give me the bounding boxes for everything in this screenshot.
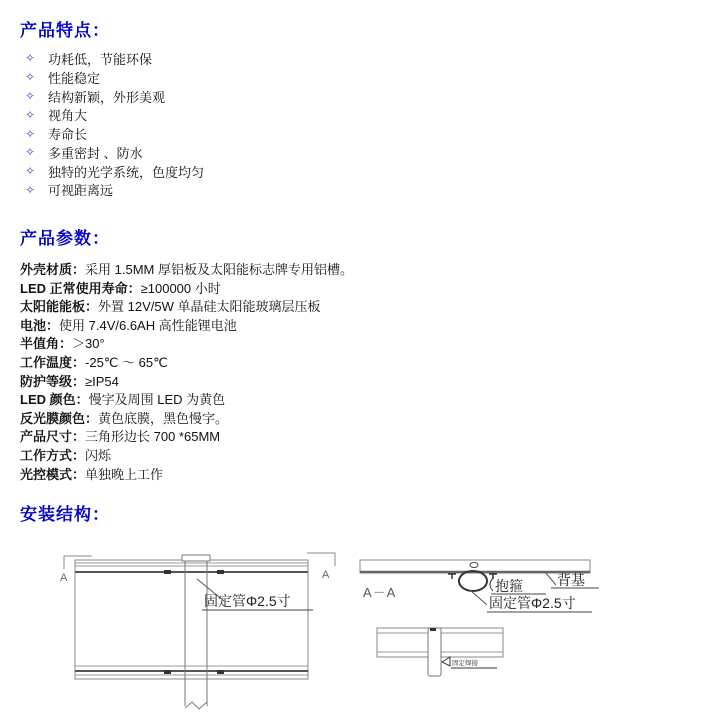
screw (217, 570, 224, 574)
screw (217, 670, 224, 674)
features-title: 产品特点： (20, 21, 110, 40)
parameter-row (20, 296, 353, 315)
parameter-value: 三角形边长 700 *65MM (85, 429, 221, 445)
parameters-title: 产品参数： (20, 229, 110, 248)
installation-title: 安装结构： (20, 505, 110, 524)
parameter-value: ＞30° (72, 336, 105, 352)
diamond-bullet-icon: ✧ (25, 164, 36, 179)
parameter-row (20, 445, 353, 464)
section-marker-left-label: A (60, 572, 68, 584)
feature-text: 多重密封 、防水 (48, 145, 143, 161)
parameter-row (20, 259, 353, 278)
features-section (20, 20, 204, 199)
parameter-row (20, 371, 353, 390)
parameter-label: 防护等级： (20, 373, 86, 389)
feature-item (20, 68, 204, 87)
clamp-bolt (448, 574, 456, 579)
feature-text: 独特的光学系统，色度均匀 (48, 164, 205, 180)
diamond-bullet-icon: ✧ (25, 70, 36, 85)
parameter-value: 采用 1.5MM 厚铝板及太阳能标志牌专用铝槽。 (85, 262, 353, 277)
installation-diagram (0, 545, 703, 715)
parameter-label: 工作方式： (20, 447, 86, 463)
front-view-panel (75, 560, 308, 679)
section-marker-right (307, 553, 335, 566)
diamond-bullet-icon: ✧ (25, 107, 36, 122)
parameter-row (20, 333, 353, 352)
parameter-value: -25℃ ～ 65℃ (85, 354, 168, 370)
parameter-label: 工作温度： (20, 354, 86, 370)
section-marker-right-label: A (322, 569, 330, 581)
feature-text: 可视距离远 (48, 183, 114, 199)
feature-item (20, 49, 204, 68)
feature-item (20, 162, 204, 181)
features-list (20, 49, 204, 199)
parameter-label: LED 正常使用寿命： (20, 280, 141, 296)
parameter-row (20, 315, 353, 334)
feature-item (20, 124, 204, 143)
screw (164, 570, 171, 574)
diamond-bullet-icon: ✧ (25, 182, 36, 197)
installation-section (20, 504, 110, 526)
parameter-value: ≥IP54 (85, 373, 119, 389)
parameters-section (20, 228, 353, 482)
leader-line (470, 590, 487, 605)
parameter-label: 外壳材质： (20, 262, 86, 277)
bar-hole (470, 563, 478, 568)
parameter-label: 半值角： (20, 336, 73, 352)
feature-text: 结构新颖，外形美观 (48, 89, 166, 105)
back-base-label: 背基 (557, 572, 585, 588)
leader-line (545, 572, 556, 585)
arrow-head (442, 657, 450, 666)
feature-text: 性能稳定 (48, 70, 101, 86)
feature-item (20, 105, 204, 124)
diamond-bullet-icon: ✧ (25, 145, 36, 160)
parameter-label: 产品尺寸： (20, 429, 86, 445)
parameter-value: 单独晚上工作 (85, 466, 164, 482)
parameter-value: 使用 7.4V/6.6AH 高性能锂电池 (59, 317, 237, 333)
diamond-bullet-icon: ✧ (25, 126, 36, 141)
screw (164, 670, 171, 674)
parameter-value: 慢字及周围 LED 为黄色 (88, 392, 226, 408)
parameter-value: 外置 12V/5W 单晶硅太阳能玻璃层压板 (98, 299, 321, 315)
clamp-label: 抱箍 (495, 578, 523, 594)
parameter-row (20, 278, 353, 297)
section-name-label: A－A (363, 585, 397, 600)
parameter-row (20, 352, 353, 371)
parameter-value: 黄色底膜，黑色慢字。 (98, 410, 229, 426)
feature-text: 功耗低，节能环保 (48, 51, 153, 67)
parameter-row (20, 464, 353, 483)
parameter-value: ≥100000 小时 (140, 280, 221, 296)
parameter-value: 闪烁 (85, 447, 112, 463)
pole-break-mark (185, 702, 207, 709)
parameter-label: 反光膜颜色： (20, 410, 99, 426)
section-pipe-label: 固定管Φ2.5寸 (489, 595, 576, 611)
leader-paren (490, 578, 493, 591)
diamond-bullet-icon: ✧ (25, 88, 36, 103)
parameter-row (20, 408, 353, 427)
weld-label: 固定焊接 (452, 660, 478, 667)
feature-text: 寿命长 (48, 127, 88, 143)
feature-item (20, 143, 204, 162)
feature-item (20, 181, 204, 200)
parameter-label: 电池： (20, 317, 60, 333)
parameter-row (20, 389, 353, 408)
parameter-row (20, 426, 353, 445)
side-view-tube (428, 628, 441, 676)
front-pipe-label: 固定管Φ2.5寸 (204, 593, 291, 609)
feature-text: 视角大 (48, 108, 88, 124)
parameter-label: 太阳能能板： (20, 299, 99, 315)
clamp-circle (459, 571, 487, 591)
parameters-list (20, 259, 353, 482)
parameter-label: 光控模式： (20, 466, 86, 482)
tube-top-screw (430, 628, 436, 631)
parameter-label: LED 颜色： (20, 392, 89, 408)
diamond-bullet-icon: ✧ (25, 51, 36, 66)
pole-cap (182, 555, 210, 561)
feature-item (20, 87, 204, 106)
